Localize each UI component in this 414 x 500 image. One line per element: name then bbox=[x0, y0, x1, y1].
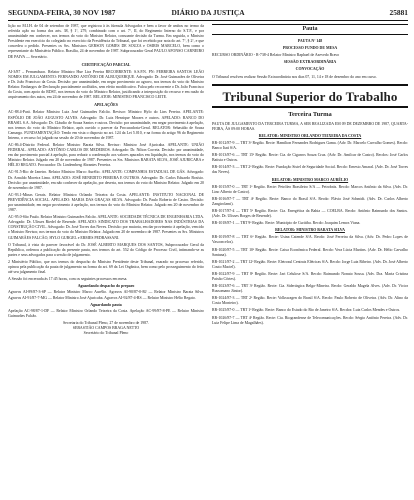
case-entry: RR-1014/87-3 — TRT 2ª Região. Recte: Fundação Sistel de Seguridade Social. Recdo: Ernesto Amaral. (Adv. Dr. José Torres das Neves). bbox=[212, 165, 408, 175]
case-entry: RR-1026/87-7 — TRT 4ª Região. Recte: Cia. Riograndense de Telecomunicações. Recdo: Sérgio Antônio Pereira. (Adv. Dr. Luiz Felipe Lima de Magalhães). bbox=[212, 315, 408, 325]
case-entry: RR-1017/87-4 — TRT 5ª Região. Recte: Cia. Energética da Bahia — COELBA. Recdo: Antônio Raimundo dos Santos. (Adv. Dr. Ulisses Borges de Resende). bbox=[212, 208, 408, 219]
document-paragraph: AC-88.4-Pará. Relator Ministro Luiz José Guimarães Falcão. Revisor: Ministro Hylo do Lins Pereira. APELANTE: ESPÓLIO DE JOÃO AUGUSTO ALVES. Advogado: Dr. Luiz Henrique Moraes e outros. APELADO: BANCO DO BRASIL S.A. Advogado: Dr. Cláudio de Souza Santos e outros. Decisão: por unanimidade, em negar provimento à apelação, nos termos do voto do Ministro Relator, após ouvido o parecer da Procuradoria-Geral. RELATOR: Sebastião de Sousa Camargo. FUNDAMENTAÇÃO: Tendo em vista o disposto no art. 124 da Lei 5.010, e na forma do artigo 96 do Regimento Interno, o recurso foi julgado na sessão de 20 de novembro de 1987. bbox=[8, 110, 204, 140]
case-entry: RR-1020/87-5 — TRT 10ª Região. Recte: Caixa Econômica Federal. Recdo: Vera Lúcia Martins. (Adv. Dr. Hélio Carvalho Santana). bbox=[212, 247, 408, 257]
document-paragraph: lição no M.I.H. de 04 de setembro de 1987, que registrou à às fúrmula Advogados e bem a favor de ambos no termo da referida ação na forma dos arts. 38, § 1º, 279, combinado com o art. 7º, II, do Regimento Interno do S.T.F., e por unanimidade em conhecer, nos termos do voto do Ministro Relator, consoante decisão da Turma. Em seguida, o Ministro Presidente em exercício do colegiado no exercício da Presidência do Tribunal, que foi recebido por nota do art. 7º, § 2º, e que concedeu o pedido. Presentes os Srs. Ministros GERSON GOMES DE SOUZA e OSIRIS MARCELO, bem como o representante do Ministério Público. Brasília, 24 de novembro de 1987. Subprocurador Geral PAULO AFONSO CARNEIRO DE PAIVA — Secretário. bbox=[8, 24, 204, 59]
document-paragraph: 2 Ministério Público, que nos termos do despacho do Ministro Presidente deste Tribunal, exarado no processo referido, opinou pela publicação da pauta de julgamento na forma do art. 69 da Lei Orgânica, bem como pelo prosseguimento do feito até seu julgamento final. bbox=[8, 259, 204, 275]
case-entry: RR-1023/87-6 — TRT 3ª Região. Recte: Cia. Siderúrgica Belgo-Mineira. Recdo: Geraldo Magela Alves. (Adv. Dr. Victor Russomano Júnior). bbox=[212, 284, 408, 294]
pauta-subtitle: PROCESSO FUNDO DE MESA bbox=[282, 46, 338, 51]
document-paragraph: Agravos AI-89/87-3-SP — Relator Ministro Marco Aurélio. Agravos AI-90/87-0-RJ — Relator Ministro Barata Silva. Agravos AI-91/87-7-MG — Relator Ministro José Ajuricaba. Agravos AI-92/87-4-RS — Relator Ministro Hélio Regato. bbox=[8, 290, 204, 300]
pauta-heading: Pauta bbox=[212, 24, 408, 35]
document-paragraph: AC-86.4-Distrito Federal. Relator Ministro Barata Silva. Revisor: Ministro José Ajuricaba. APELANTE: UNIÃO FEDERAL. APELADO: ANTÔNIO CARLOS DE MEDEIROS. Advogado: Dr. Nilton Correia. Decisão: por unanimidade, em dar provimento parcial à apelação, para reduzir a condenação aos valores apurados em liquidação, nos termos do voto do Ministro Relator. Julgado em 20 de novembro de 1987. Presentes os Srs. Ministros BARATA SILVA, JOSÉ AJURICABA e HÉLIO REGATO. Procurador: Dr. Lindemberg Abrantes Ferreira. bbox=[8, 142, 204, 168]
case-entry: RR-1021/87-2 — TRT 12ª Região. Recte: Eletrosul Centrais Elétricas S/A. Recdo: Jorge Luiz Ribeiro. (Adv. Dr. José Alberto Couto Maciel). bbox=[212, 259, 408, 269]
section-heading: CERTIFICAÇÃO PARCIAL bbox=[81, 62, 131, 67]
section-heading: Aguardando pauta bbox=[90, 302, 122, 307]
convocation-text: O Tribunal resolveu realizar Sessão Extraordinária nos dias 07, 11, 14 e 18 de dezembro do ano em curso. bbox=[212, 74, 377, 79]
document-paragraph: AC-95.0-São Paulo. Relator Ministro Guimarães Falcão. APELANTE: SOCIEDADE TÉCNICA DE ENGENHARIA LTDA. Advogado: Dr. Ulisses Riedel de Resende. APELADO: SINDICATO DOS TRABALHADORES NAS INDÚSTRIAS DA CONSTRUÇÃO CIVIL. Advogado: Dr. José Torres das Neves. Decisão: por maioria, em dar provimento à apelação, vencido o Ministro Revisor, nos termos do voto do Ministro Relator. Julgado em 20 de novembro de 1987. Presentes os Srs. Ministros GUIMARÃES FALCÃO, HYLO GURGEL e ERMES PEDRASSANI. bbox=[8, 215, 204, 240]
page-header bbox=[8, 8, 408, 21]
signature-line: Secretaria do Tribunal Pleno, 27 de novembro de 1987. bbox=[62, 320, 149, 325]
case-entry: PAUTA DE JULGAMENTO DA TERCEIRA TURMA, A SER REALIZADA EM 09 DE DEZEMBRO DE 1987, QUARTA-FEIRA, ÀS 09:00 HORAS. bbox=[212, 121, 408, 131]
turma-title: Terceira Turma bbox=[288, 110, 332, 118]
document-paragraph: AI-3/87 – Pernambuco. Relator Ministro Hue Lira Pereira RECORRENTE: S.S.P.N. PN: FERREIRA SANTOS LEÃO NOMES EM JULGAMENTO: FERNANDO ANTÔNIO DE ALBUQUERQUE. Advogado: Dr. José Guimarães de Oliveira e Dr. João Francisco da Costa. Decisão: por unanimidade, em negar provimento ao agravo, nos termos do voto do Ministro Relator. Embargos de Declaração parcialmente acolhidos, sem efeito modificativo. Falou pelo recorrente o Dr. João Francisco da Costa, com apoio do RDST, nos termos do voto do Ministro Relator, justificando a interposição do recurso e em razão do arquivamento dos autos, em 24 de novembro de 1987. RELATOR: MINISTRO FRANCISCO LEITE. bbox=[8, 69, 204, 100]
pauta-number: PAUTA Nº 148 bbox=[297, 39, 323, 44]
header-publication-title: DIÁRIO DA JUSTIÇA bbox=[171, 8, 245, 17]
case-entry: RR-1018/87-1 — TRT 9ª Região. Recte: Município de Curitiba. Recdo: Joaquim Lemos Viana. bbox=[212, 221, 361, 226]
case-entry: RR-1016/87-7 — TRT 4ª Região. Recte: Banco do Brasil S/A. Recdo: Flávio José Schmidt. (Adv. Dr. Carlos Alberto Zangirolami). bbox=[212, 196, 408, 206]
right-column bbox=[212, 24, 408, 488]
tribunal-title: Tribunal Superior do Trabalho bbox=[212, 84, 408, 108]
document-paragraph: AC-91.5-Rio de Janeiro. Relator Ministro Marco Aurélio. APELANTE: COMPANHIA ESTADUAL DE GÁS. Advogado: Dr. Arnaldo Moreira Lima. APELADO: JOSÉ BENEDITO PEREIRA E OUTROS. Advogado: Dr. Carlos Eduardo Bosísio. Decisão: por unanimidade, em não conhecer da apelação, por deserta, nos termos do voto do Ministro Relator. Julgado em 20 de novembro de 1987. bbox=[8, 170, 204, 190]
pauta-entries bbox=[212, 122, 408, 326]
section-heading: Aguardando despacho do preparo bbox=[77, 284, 135, 289]
case-entry: RR-1012/87-9 — TRT 3ª Região. Recte: Hamilton Fernandes Rodrigues Gama. (Adv. Dr. Marcelo Carvalho Gomes). Recdo: Banco Itaú S/A. bbox=[212, 140, 408, 151]
header-page-number: 25881 bbox=[389, 8, 408, 17]
case-entry: RR-1025/87-0 — TRT 1ª Região. Recte: Banco do Estado do Rio de Janeiro S/A. Recdos: Luiz Carlos Mendes e Outros. bbox=[212, 308, 401, 313]
case-entry: RR-1019/87-8 — TRT 6ª Região. Recte: Usina Catende S/A. Recdo: José Ferreira da Silva. (Adv. Dr. Pedro Lopes de Vasconcelos). bbox=[212, 235, 408, 245]
case-entry: RR-1024/87-3 — TRT 2ª Região. Recte: Volkswagen do Brasil S/A. Recdo: Paulo Roberto de Oliveira. (Adv. Dr. Alino da Costa Monteiro). bbox=[212, 296, 408, 306]
header-date: SEGUNDA-FEIRA, 30 NOV 1987 bbox=[8, 8, 116, 17]
relator-heading: RELATOR: MINISTRO ORLANDO TEIXEIRA DA COSTA bbox=[258, 133, 362, 138]
signature-line: SEBASTIÃO CAMPOS BRAGA NETTO bbox=[72, 325, 140, 330]
convocation-heading: CONVOCAÇÃO bbox=[295, 67, 325, 72]
case-entry: RR-1013/87-6 — TRT 15ª Região. Recte: Cia. de Cigarros Souza Cruz. (Adv. Dr. Amilcar de Castro). Recdos: José Carlos Batista e Outros. bbox=[212, 153, 408, 163]
case-entry: RR-1015/87-0 — TRT 1ª Região. Recte: Petróleo Brasileiro S/A — Petrobrás. Recdo: Marcos Antônio da Silva. (Adv. Dr. Lino Alberto de Castro). bbox=[212, 184, 408, 194]
section-heading: APELAÇÕES bbox=[94, 103, 118, 108]
relator-heading: RELATOR: MINISTRO BARATA SILVA bbox=[275, 228, 345, 233]
signature-line: Secretário do Tribunal Pleno bbox=[83, 331, 129, 336]
document-paragraph: O Tribunal, à vista do parecer favorável do Dr. JOSÉ ALBERTO MARQUES DOS SANTOS, Subprocurador Geral da República, ordenou a publicação da presente pauta, nos termos do art. 552 do Código de Processo Civil, intimando-se as partes e seus advogados para a sessão de julgamento. bbox=[8, 242, 204, 257]
case-entry: RR-1022/87-9 — TRT 8ª Região. Recte: Jari Celulose S/A. Recdo: Raimundo Nonato Sousa. (Adv. Dra. Maria Cristina Paixão Côrtes). bbox=[212, 271, 408, 281]
left-column bbox=[8, 24, 204, 488]
document-paragraph: A Sessão foi encerrada às 17:45 horas, com os seguintes processos em mesa. bbox=[8, 277, 128, 282]
session-heading: SESSÃO EXTRAORDINÁRIA bbox=[283, 60, 337, 65]
document-paragraph: AC-93.1-Minas Gerais. Relator Ministro Orlando Teixeira da Costa. APELANTE: INSTITUTO NACIONAL DE PREVIDÊNCIA SOCIAL. APELADO: MARIA DAS GRAÇAS SILVA. Advogado: Dr. Paulo Roberto de Castro. Decisão: por unanimidade, em negar provimento à apelação, nos termos do voto do Ministro Relator. Julgado em 20 de novembro de 1987. bbox=[8, 192, 204, 213]
pauta-item: RECURSO ORDINÁRIO - R-738-4 Relator Ministro Raphael de Azevedo Bravo bbox=[212, 53, 340, 58]
document-paragraph: Apelação AC-98/87-1-DF — Relator Ministro Orlando Teixeira da Costa. Apelação AC-99/87-8-PE — Relator Ministro Guimarães Falcão. bbox=[8, 308, 204, 318]
relator-heading: RELATOR: MINISTRO MARCO AURÉLIO bbox=[271, 177, 349, 182]
